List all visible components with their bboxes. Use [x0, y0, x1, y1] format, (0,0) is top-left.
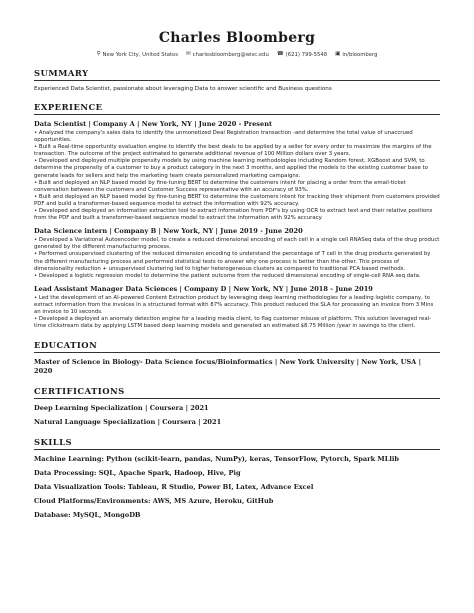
certification-entry: Deep Learning Specialization | Coursera | 2021	[34, 404, 209, 413]
certification-entry: Natural Language Specialization | Coursera | 2021	[34, 418, 222, 427]
skill-entry: Data Visualization Tools: Tableau, R Studio, Power BI, Latex, Advance Excel	[34, 483, 314, 492]
section-title-certifications: CERTIFICATIONS	[34, 386, 440, 399]
job-bullets	[34, 237, 440, 280]
email-text[interactable]: charlesbloomberg@wisc.edu	[192, 52, 269, 58]
location-text: New York City, United States	[102, 52, 179, 58]
job-title: Data Science intern | Company B | New York, NY | June 2019 - June 2020	[34, 227, 303, 236]
section-title-experience: EXPERIENCE	[34, 102, 440, 115]
contact-bar	[34, 52, 440, 58]
contact-email[interactable]	[186, 52, 269, 58]
experience-section	[34, 102, 440, 330]
job-bullet: • Built and deployed an NLP based model by fine-tuning BERT to determine the customers intent for placing a order from the email-ticket conversation between the customers and Customer Success representative with an accuracy of 93%.	[34, 179, 406, 193]
job-title: Lead Assistant Manager Data Sciences | Company D | New York, NY | June 2018 - June 2019	[34, 284, 373, 293]
skills-section	[34, 437, 440, 520]
job-entry	[34, 285, 440, 330]
job-bullets	[34, 130, 440, 222]
contact-phone	[277, 52, 327, 58]
section-title-education: EDUCATION	[34, 340, 440, 353]
job-bullets	[34, 295, 440, 330]
job-bullet: • Developed a logistic regression model to determine the patient outcome from the reduced dimensional encoding of single-cell RNA seq data.	[34, 272, 421, 279]
contact-linkedin[interactable]	[335, 52, 377, 58]
job-bullet: • Developed a deployed an anomaly detection engine for a leading media client, to flag customer misuse of platform. This solution leveraged real-time clickstream data by applying LSTM based deep learning models and generated an estimated $8.75 Million /year in savings to the client.	[34, 316, 432, 330]
contact-location	[96, 52, 178, 58]
summary-section	[34, 68, 440, 92]
phone-text: (621) 799-5548	[285, 52, 328, 58]
education-section	[34, 340, 440, 376]
summary-text: Experienced Data Scientist, passionate about leveraging Data to answer scientific and Business questions	[34, 86, 332, 92]
job-entry	[34, 120, 440, 222]
linkedin-text[interactable]: in/bloomberg	[342, 52, 378, 58]
education-entry: Master of Science in Biology- Data Science focus/Bioinformatics | New York University | New York, USA | 2020	[34, 358, 421, 376]
phone-icon: ☎	[276, 51, 284, 58]
skill-entry: Data Processing: SQL, Apache Spark, Hadoop, Hive, Pig	[34, 469, 241, 478]
job-bullet: • Built and deployed an NLP based model by fine-tuning BERT to determine the customers intent for tracking their shipment from customers provided PDF and build a transformer-based sequence model to extract the information with 92% accuracy.	[34, 193, 440, 207]
skill-entry: Database: MySQL, MongoDB	[34, 511, 141, 520]
skill-entry: Cloud Platforms/Environments: AWS, MS Azure, Heroku, GitHub	[34, 497, 274, 506]
linkedin-icon: ▣	[335, 51, 341, 58]
job-bullet: • Analyzed the company's sales data to identify the unmonetized Deal Registration transaction -and determine the total value of unaccrued opportunities.	[34, 130, 413, 144]
job-entry	[34, 227, 440, 280]
map-pin-icon: ⚲	[96, 51, 101, 58]
job-bullet: • Led the development of an AI-powered Content Extraction product by leveraging deep learning methodologies for a leading logistic company, to extract information from the invoices in a structured format with 87% accuracy. This product reduced the SLA for processing an invoice from 3 Mins an invoice to 10 seconds.	[34, 294, 434, 315]
section-title-skills: SKILLS	[34, 437, 440, 450]
section-title-summary: SUMMARY	[34, 68, 440, 81]
job-bullet: • Performed unsupervised clustering of the reduced dimension encoding to understand the percentage of T cell in the drug products generated by the different manufacturing process and performed statistical tests to answer why one process is better than the other. This process of dimensionality reduction + unsupervised clustering led to higher heterogeneous clusters as compared to traditional PCA based methods.	[34, 251, 431, 272]
job-bullet: • Built a Real-time opportunity evaluation engine to identify the best deals to be applied by a seller for every order to maximize the margins of the transaction. The outcome of the project estimated to generate additional revenue of 100 Million dollars over 3 years.	[34, 144, 432, 158]
certifications-section	[34, 386, 440, 427]
skill-entry: Machine Learning: Python (scikit-learn, pandas, NumPy), keras, TensorFlow, Pytorch, Spark MLlib	[34, 455, 399, 464]
job-bullet: • Developed and deployed an information extraction tool to extract information from PDF's by using OCR to extract text and their relative positions from the PDF and built a transformer-based sequence model to extract the information with 92% accuracy.	[34, 208, 433, 222]
job-title: Data Scientist | Company A | New York, NY | June 2020 - Present	[34, 120, 273, 128]
job-bullet: • Developed a Variational Autoencoder model, to create a reduced dimensional encoding of each cell in a single cell RNASeq data of the drug product generated by the different manufacturing process.	[34, 237, 440, 251]
job-bullet: • Developed and deployed multiple propensity models by using machine learning methodologies including Random forest, XGBoost and SVM, to determine the propensity of a customer to buy a product category in the next 3 months, and applied the models to the existing customer base to generate leads for sellers and help the marketing team create personalized marketing campaigns.	[34, 158, 428, 179]
envelope-icon: ✉	[186, 51, 191, 58]
candidate-name: Charles Bloomberg	[158, 30, 316, 46]
